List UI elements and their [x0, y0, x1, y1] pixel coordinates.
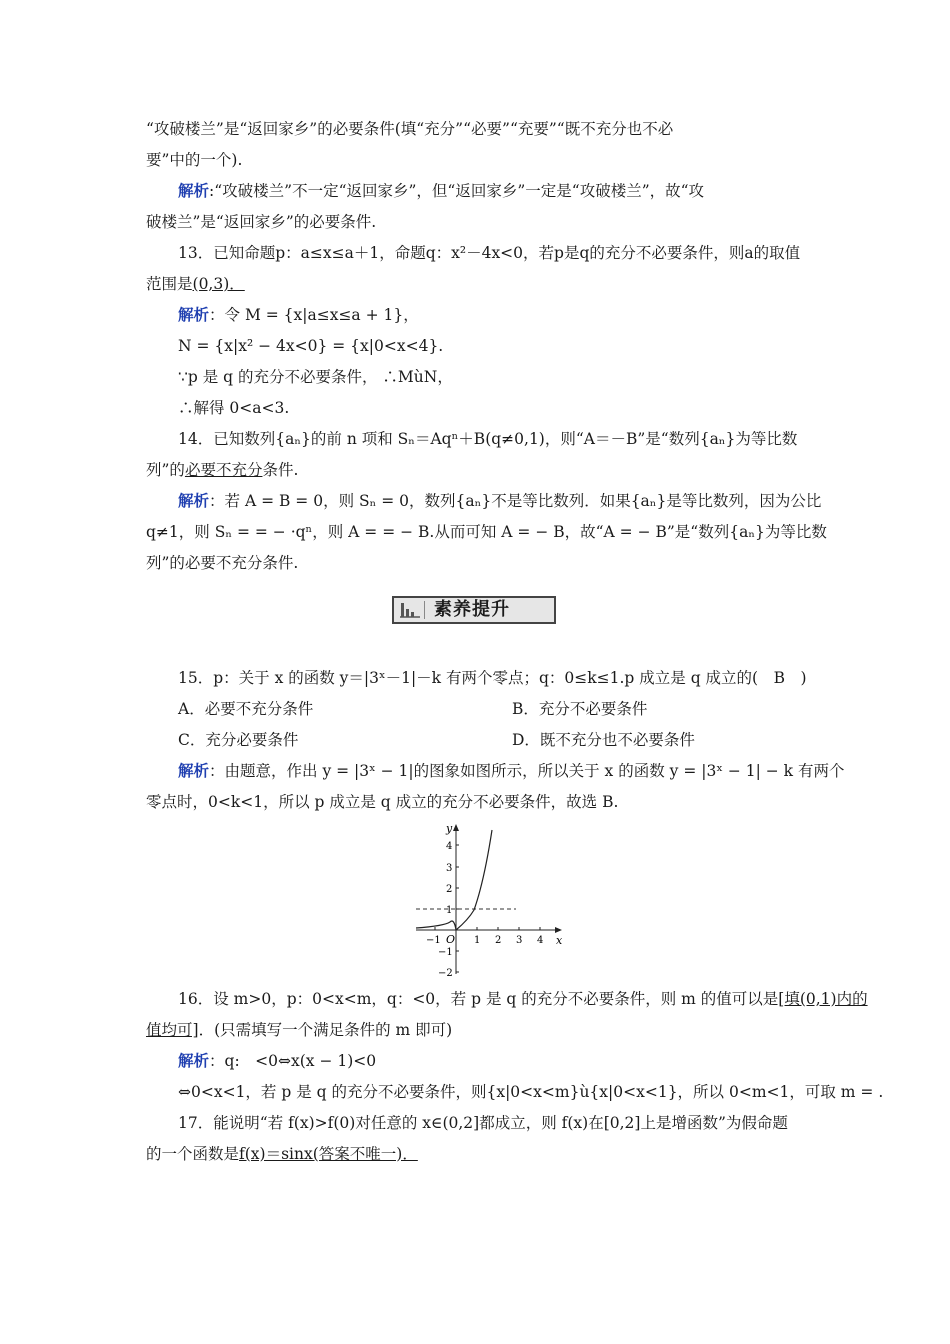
- choice-d: D．既不充分也不必要条件: [512, 731, 695, 749]
- y-tick-label: 2: [446, 884, 453, 895]
- x-tick-label: 3: [516, 935, 523, 946]
- answer: (0,3)．: [192, 275, 245, 293]
- origin-label: O: [446, 933, 456, 946]
- text-segment: 范围是: [146, 275, 193, 293]
- solution-label: 解析: [178, 491, 210, 510]
- text-line: [146, 1019, 808, 1041]
- solution-text: ：令 M = {x|a≤x≤a + 1}，: [209, 306, 419, 324]
- question-17: 17．能说明“若 f(x)>f(0)对任意的 x∈(0,2]都成立，则 f(x)在[0,2]上是增函数”为假命题: [178, 1114, 788, 1132]
- solution-text: :“攻破楼兰”不一定“返回家乡”，但“返回家乡”一定是“攻破楼兰”，故“攻: [209, 182, 705, 200]
- choice-a: A．必要不充分条件: [178, 700, 314, 718]
- text-line: [146, 1143, 808, 1165]
- choice-b: B．充分不必要条件: [512, 700, 648, 718]
- text-line: 要”中的一个).: [146, 151, 243, 169]
- text-segment: ．(只需填写一个满足条件的 m 即可): [198, 1021, 453, 1039]
- x-axis-label: x: [556, 934, 563, 947]
- text-segment: 列”的: [146, 461, 185, 479]
- function-graph: [416, 822, 566, 982]
- x-tick-label: 1: [474, 935, 481, 946]
- answer: 必要不充分: [184, 461, 263, 479]
- solution-line: 零点时，0<k<1，所以 p 成立是 q 成立的充分不必要条件，故选 B.: [146, 793, 619, 811]
- x-tick-label: 2: [495, 935, 502, 946]
- question-16: [178, 988, 868, 1010]
- y-tick-label: 1: [446, 905, 453, 916]
- text-segment: 条件.: [262, 461, 299, 479]
- text-line: [146, 273, 808, 295]
- solution-text: ：若 A = B = 0，则 Sₙ = 0，数列{aₙ}不是等比数列．如果{aₙ}是等比数列，因为公比: [209, 492, 822, 510]
- text-segment: 的一个函数是: [146, 1145, 240, 1163]
- answer: f(x)＝sinx(答案不唯一)．: [239, 1145, 418, 1163]
- x-tick-label: 4: [537, 935, 544, 946]
- x-tick-label: −1: [426, 935, 441, 946]
- section-banner: [392, 596, 556, 624]
- y-tick-label: 4: [446, 841, 453, 852]
- choice-c: C．充分必要条件: [178, 731, 299, 749]
- y-tick-label: 3: [446, 863, 453, 874]
- text-segment: 16．设 m>0，p：0<x<m，q：<0，若 p 是 q 的充分不必要条件，则 m 的值可以是: [178, 990, 779, 1008]
- text-line: 破楼兰”是“返回家乡”的必要条件.: [146, 213, 377, 231]
- solution-label: 解析: [178, 181, 210, 200]
- solution-line: [178, 180, 840, 202]
- solution-line: ⇔0<x<1，若 p 是 q 的充分不必要条件，则{x|0<x<m}ù{x|0<x<1}，所以 0<m<1，可取 m = .: [178, 1083, 884, 1101]
- answer: 值均可]: [146, 1021, 199, 1039]
- text-line: “攻破楼兰”是“返回家乡”的必要条件(填“充分”“必要”“充要”“既不充分也不必: [146, 120, 674, 138]
- y-tick-label: −1: [438, 947, 453, 958]
- solution-line: N = {x|x² − 4x<0} = {x|0<x<4}.: [178, 337, 444, 355]
- solution-line: 列”的必要不充分条件.: [146, 554, 299, 572]
- question-15: 15．p：关于 x 的函数 y＝|3ˣ－1|－k 有两个零点；q：0≤k≤1.p 成立是 q 成立的( B ): [178, 669, 807, 687]
- y-tick-label: −2: [438, 968, 453, 979]
- solution-line: [178, 304, 840, 326]
- solution-line: [178, 1050, 840, 1072]
- solution-line: ∵p 是 q 的充分不必要条件， ∴MùN，: [178, 368, 453, 386]
- question-14: 14．已知数列{aₙ}的前 n 项和 Sₙ＝Aqⁿ＋B(q≠0,1)，则“A＝－B”是“数列{aₙ}为等比数: [178, 430, 798, 448]
- solution-line: q≠1，则 Sₙ = = − ·qⁿ，则 A = = − B.从而可知 A = − B，故“A = − B”是“数列{aₙ}为等比数: [146, 523, 827, 541]
- text-line: [146, 459, 808, 481]
- question-13: 13．已知命题p：a≤x≤a＋1，命题q：x²－4x<0，若p是q的充分不必要条件，则a的取值: [178, 244, 801, 262]
- solution-line: [178, 490, 840, 512]
- chart-icon: [398, 601, 425, 619]
- solution-label: 解析: [178, 305, 210, 324]
- solution-text: ：由题意，作出 y = |3ˣ − 1|的图象如图所示，所以关于 x 的函数 y = |3ˣ − 1| − k 有两个: [209, 762, 845, 780]
- solution-label: 解析: [178, 761, 210, 780]
- y-axis-label: y: [446, 822, 453, 835]
- banner-title: 素养提升: [434, 599, 510, 620]
- answer: [填(0,1)内的: [778, 990, 868, 1008]
- solution-label: 解析: [178, 1051, 210, 1070]
- solution-text: ：q: <0⇔x(x − 1)<0: [209, 1052, 377, 1070]
- solution-line: ∴解得 0<a<3.: [178, 399, 290, 417]
- solution-line: [178, 760, 845, 782]
